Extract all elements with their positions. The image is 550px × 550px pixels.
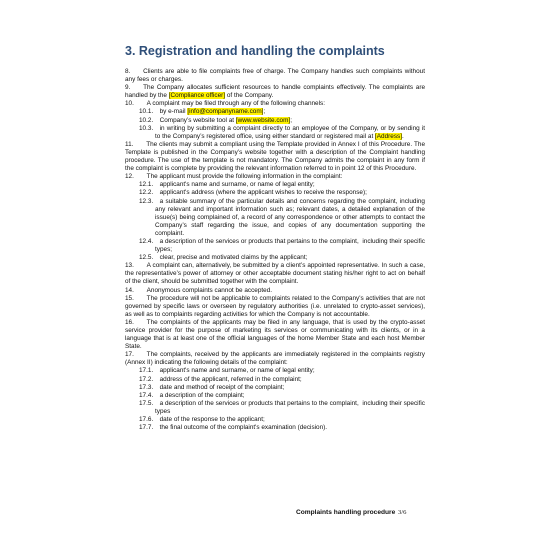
clause-paragraph: [125, 141, 425, 173]
clause-text: 17.3. date and method of receipt of the complaint;: [139, 383, 285, 391]
clause-text-tail: ;: [290, 116, 292, 124]
clause-paragraph: [125, 295, 425, 319]
sub-clause: [125, 376, 425, 384]
sub-clause: [125, 198, 425, 238]
sub-clause: [125, 367, 425, 375]
highlighted-placeholder: [info@companyname.com]: [187, 108, 264, 116]
sub-clause: [125, 424, 425, 432]
clause-paragraph: [125, 84, 425, 100]
clause-text-tail: .: [402, 132, 404, 140]
section-heading: 3. Registration and handling the complaints: [125, 44, 385, 58]
clause-text: 12.4. a description of the services or products that pertains to the complaint, including their specific types;: [139, 237, 425, 254]
clause-text: 12.3. a suitable summary of the particular details and concerns regarding the complaint, including any relevant and important information such as; relevant dates, a detailed explanation of the issue(s) being complained of, a record of any correspondence or other attempts to contact the Company’s staff regarding the issue, and copies of any documentation supporting the complaint.: [139, 197, 425, 237]
clause-paragraph: [125, 287, 425, 295]
clause-text: 12. The applicant must provide the following information in the complaint:: [125, 173, 343, 181]
clause-text: 17.5. a description of the services or products that pertains to the complaint, including their specific types: [139, 399, 425, 415]
sub-clause: [125, 384, 425, 392]
clause-text: 17.7. the final outcome of the complaint's examination (decision).: [139, 424, 328, 432]
clause-text: 17. The complaints, received by the applicants are immediately registered in the complaints registry (Annex II) indicating the following details of the complaint:: [125, 351, 425, 367]
clause-paragraph: [125, 173, 425, 181]
clause-text: 11. The clients may submit a compliant using the Template provided in Annex I of this Procedure. The Template is published in the Company’s website together with a description of the Complaint handling procedure. The use of the template is not mandatory. The Company admits the complaint in any form if the complaint is complete by providing the relevant information referred to in point 12 of this Procedure.: [125, 140, 425, 173]
sub-clause: [125, 254, 425, 262]
clause-paragraph: [125, 100, 425, 108]
clause-text: 16. The complaints of the applicants may be filed in any language, that is used by the crypto-asset service provider for the purpose of marketing its services or communicating with its clients, or in a language that is at least one of the official languages of the home Member State and each host Member State.: [125, 318, 425, 351]
sub-clause: [125, 189, 425, 197]
clause-text: 17.4. a description of the complaint;: [139, 391, 245, 399]
clause-text-tail: ;: [263, 108, 266, 116]
sub-clause: [125, 392, 425, 400]
clause-text: 17.6. date of the response to the applicant;: [139, 416, 265, 424]
clause-text: 10.2. Company’s website tool at: [139, 116, 236, 124]
document-body: [125, 68, 425, 432]
clause-paragraph: [125, 351, 425, 367]
highlighted-placeholder: [Compliance officer]: [168, 92, 226, 100]
clause-text: 15. The procedure will not be applicable to complaints related to the Company's activities that are not governed by specific laws or overseen by regulatory authorities (i.e. unrelated to crypto-asset services), as well as to complaints regarding activities for which the Company is not accountable.: [125, 294, 425, 318]
clause-text: 8. Clients are able to file complaints free of charge. The Company handles such complaints without any fees or charges.: [125, 68, 425, 84]
page-number: 3/6: [398, 509, 407, 516]
clause-paragraph: [125, 262, 425, 286]
clause-text: 17.1. applicant's name and surname, or name of legal entity;: [139, 367, 315, 375]
clause-text: 13. A complaint can, alternatively, be submitted by a client’s appointed representative. In such a case, the representative’s power of attorney or other acceptable document stating his/her right to act on behalf of the client, should be submitted together with the complaint.: [125, 262, 425, 286]
sub-clause: [125, 117, 425, 125]
clause-text: 12.2. applicant's address (where the applicant wishes to receive the response);: [139, 189, 367, 197]
sub-clause: [125, 416, 425, 424]
clause-paragraph: [125, 68, 425, 84]
clause-text: 12.1. applicant's name and surname, or name of legal entity;: [139, 181, 315, 189]
sub-clause: [125, 238, 425, 254]
clause-text: 12.5. clear, precise and motivated claims by the applicant;: [139, 254, 308, 262]
sub-clause: [125, 400, 425, 416]
clause-text: 10.1. by e-mail: [139, 108, 188, 116]
sub-clause: [125, 125, 425, 141]
sub-clause: [125, 181, 425, 189]
clause-text: 10. A complaint may be filed through any of the following channels:: [125, 100, 326, 108]
clause-text: 14. Anonymous complaints cannot be accepted.: [125, 286, 273, 294]
clause-text: 10.3. in writing by submitting a complaint directly to an employee of the Company, or by sending it to the Company’s registered office, using either standard or registered mail at: [139, 124, 425, 140]
highlighted-placeholder: [Address]: [375, 132, 403, 140]
clause-text-tail: of the Company.: [225, 92, 274, 100]
clause-text: 17.2. address of the applicant, referred in the complaint;: [139, 375, 302, 383]
footer-title: Complaints handling procedure: [296, 509, 396, 516]
clause-text: 9. The Company allocates sufficient resources to handle complaints effectively. The complaints are handled by the: [125, 84, 425, 100]
sub-clause: [125, 108, 425, 116]
clause-paragraph: [125, 319, 425, 351]
highlighted-placeholder: [www.website.com]: [235, 116, 291, 124]
